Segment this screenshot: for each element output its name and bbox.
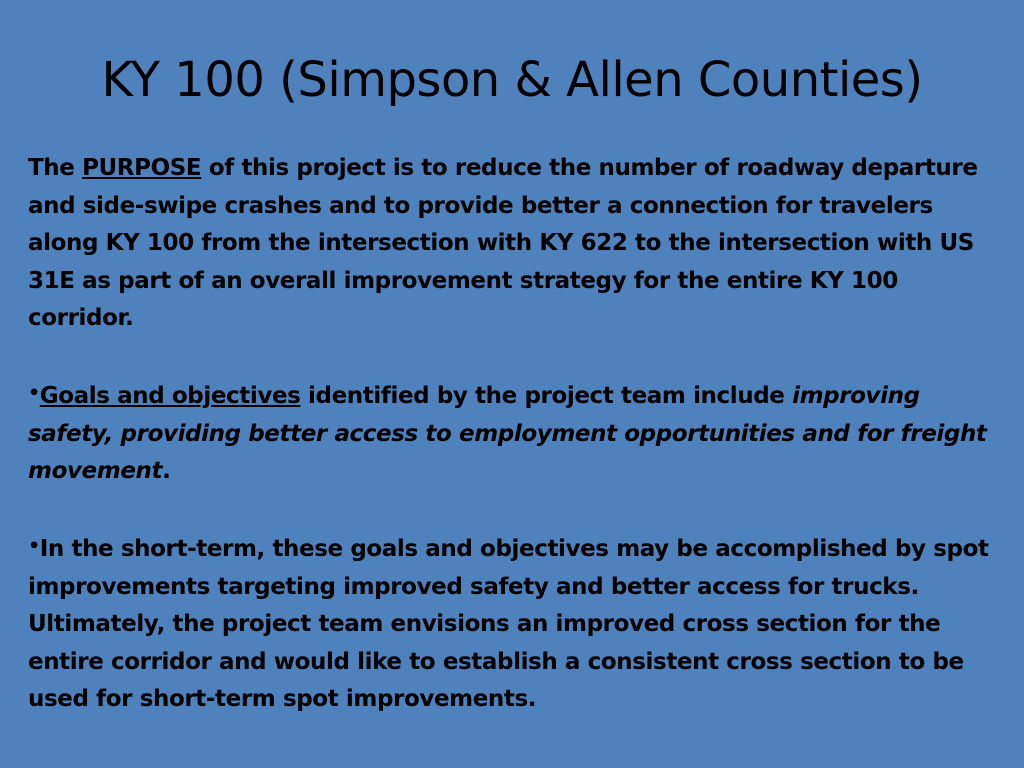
purpose-lead: The xyxy=(28,155,83,181)
bullet-icon: • xyxy=(28,382,40,404)
paragraph-spacer xyxy=(28,338,998,376)
goals-keyword: Goals and objectives xyxy=(39,383,301,409)
bullet-icon: • xyxy=(28,535,40,557)
goals-end: . xyxy=(162,458,171,484)
goals-italic-text: improving safety, providing better access to employment opportunities and for freight movement xyxy=(28,383,987,484)
goals-text: identified by the project team include xyxy=(300,383,793,409)
purpose-keyword: PURPOSE xyxy=(82,155,202,181)
slide-body xyxy=(28,150,998,719)
slide-title: KY 100 (Simpson & Allen Counties) xyxy=(101,52,923,108)
goals-paragraph xyxy=(28,375,998,491)
short-term-text: In the short-term, these goals and objectives may be accomplished by spot improvements targeting improved safety and better access for trucks. Ultimately, the project team envisions an improved cross section for the entire corridor and would like to establish a consistent cross section to be used for short-term spot improvements. xyxy=(28,536,989,712)
paragraph-spacer xyxy=(28,491,998,529)
purpose-text: of this project is to reduce the number of roadway departure and side-swipe crashes and to provide better a connection for travelers along KY 100 from the intersection with KY 622 to the intersection with US 31E as part of an overall improvement strategy for the entire KY 100 corridor. xyxy=(28,155,978,331)
purpose-paragraph xyxy=(28,150,998,338)
short-term-paragraph xyxy=(28,528,998,719)
